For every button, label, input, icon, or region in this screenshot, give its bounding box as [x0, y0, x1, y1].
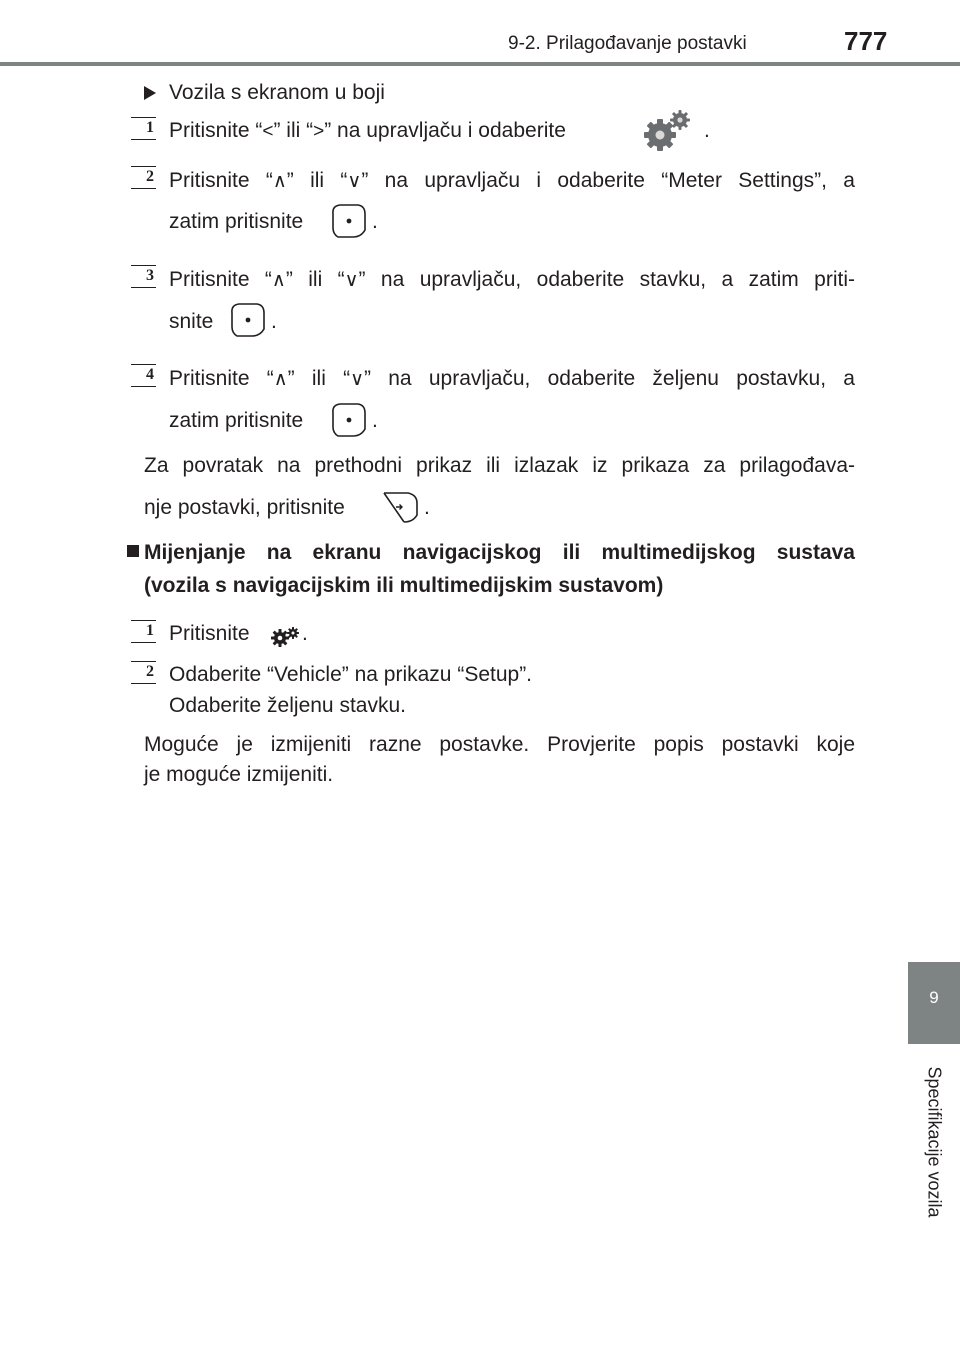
- step-number-badge: 2: [131, 166, 156, 189]
- step-2-text-line1: Pritisnite “∧” ili “∨” na upravljaču i odaberite “Meter Settings”, a: [169, 169, 855, 192]
- step-4-text-line2: zatim pritisnite: [169, 409, 304, 432]
- back-button-icon: [378, 487, 422, 527]
- step-number-badge: 1: [131, 117, 156, 140]
- return-note-period: .: [424, 496, 430, 519]
- step-4-text-line1: Pritisnite “∧” ili “∨” na upravljaču, odaberite željenu postavku, a: [169, 367, 855, 390]
- return-note-line2: nje postavki, pritisnite: [144, 496, 345, 519]
- step-3-text-line1: Pritisnite “∧” ili “∨” na upravljaču, odaberite stavku, a zatim priti-: [169, 268, 855, 291]
- page-number: 777: [844, 26, 888, 56]
- step-3-period: .: [271, 310, 277, 333]
- step-number-badge: 2: [131, 661, 156, 684]
- enter-button-icon: [227, 299, 269, 341]
- enter-button-icon: [328, 200, 370, 242]
- enter-button-icon: [328, 399, 370, 441]
- step-1-text: Pritisnite “<” ili “>” na upravljaču i odaberite: [169, 119, 566, 142]
- settings-note-line1: Moguće je izmijeniti razne postavke. Provjerite popis postavki koje: [144, 733, 855, 756]
- triangle-bullet-icon: [144, 86, 156, 100]
- setup-step-2-text: Odaberite “Vehicle” na prikazu “Setup”.: [169, 663, 533, 686]
- subsection-heading: Vozila s ekranom u boji: [169, 81, 385, 104]
- chapter-label: Specifikacije vozila: [924, 1066, 945, 1218]
- step-4-period: .: [372, 409, 378, 432]
- chapter-number: 9: [929, 988, 939, 1007]
- step-1-period: .: [704, 119, 710, 142]
- return-note-line1: Za povratak na prethodni prikaz ili izlazak iz prikaza za prilagođava-: [144, 454, 855, 477]
- step-number-badge: 4: [131, 364, 156, 387]
- header-divider: [0, 62, 960, 66]
- setup-step-2-text2: Odaberite željenu stavku.: [169, 694, 406, 717]
- step-2-period: .: [372, 210, 378, 233]
- setup-gears-icon: [269, 625, 301, 647]
- gear-settings-icon: [640, 107, 696, 155]
- step-3-text-line2: snite: [169, 310, 214, 333]
- section-heading-line2: (vozila s navigacijskim ili multimedijskim sustavom): [144, 574, 664, 597]
- step-2-text-line2: zatim pritisnite: [169, 210, 304, 233]
- step-number-badge: 1: [131, 620, 156, 643]
- settings-note-line2: je moguće izmijeniti.: [144, 763, 334, 786]
- chapter-tab: [908, 962, 960, 1044]
- section-title: 9-2. Prilagođavanje postavki: [508, 33, 747, 54]
- section-square-bullet-icon: [127, 545, 139, 557]
- step-number-badge: 3: [131, 265, 156, 288]
- setup-step-1-period: .: [302, 622, 308, 645]
- section-heading-line1: Mijenjanje na ekranu navigacijskog ili multimedijskog sustava: [144, 541, 855, 564]
- setup-step-1-text: Pritisnite: [169, 622, 250, 645]
